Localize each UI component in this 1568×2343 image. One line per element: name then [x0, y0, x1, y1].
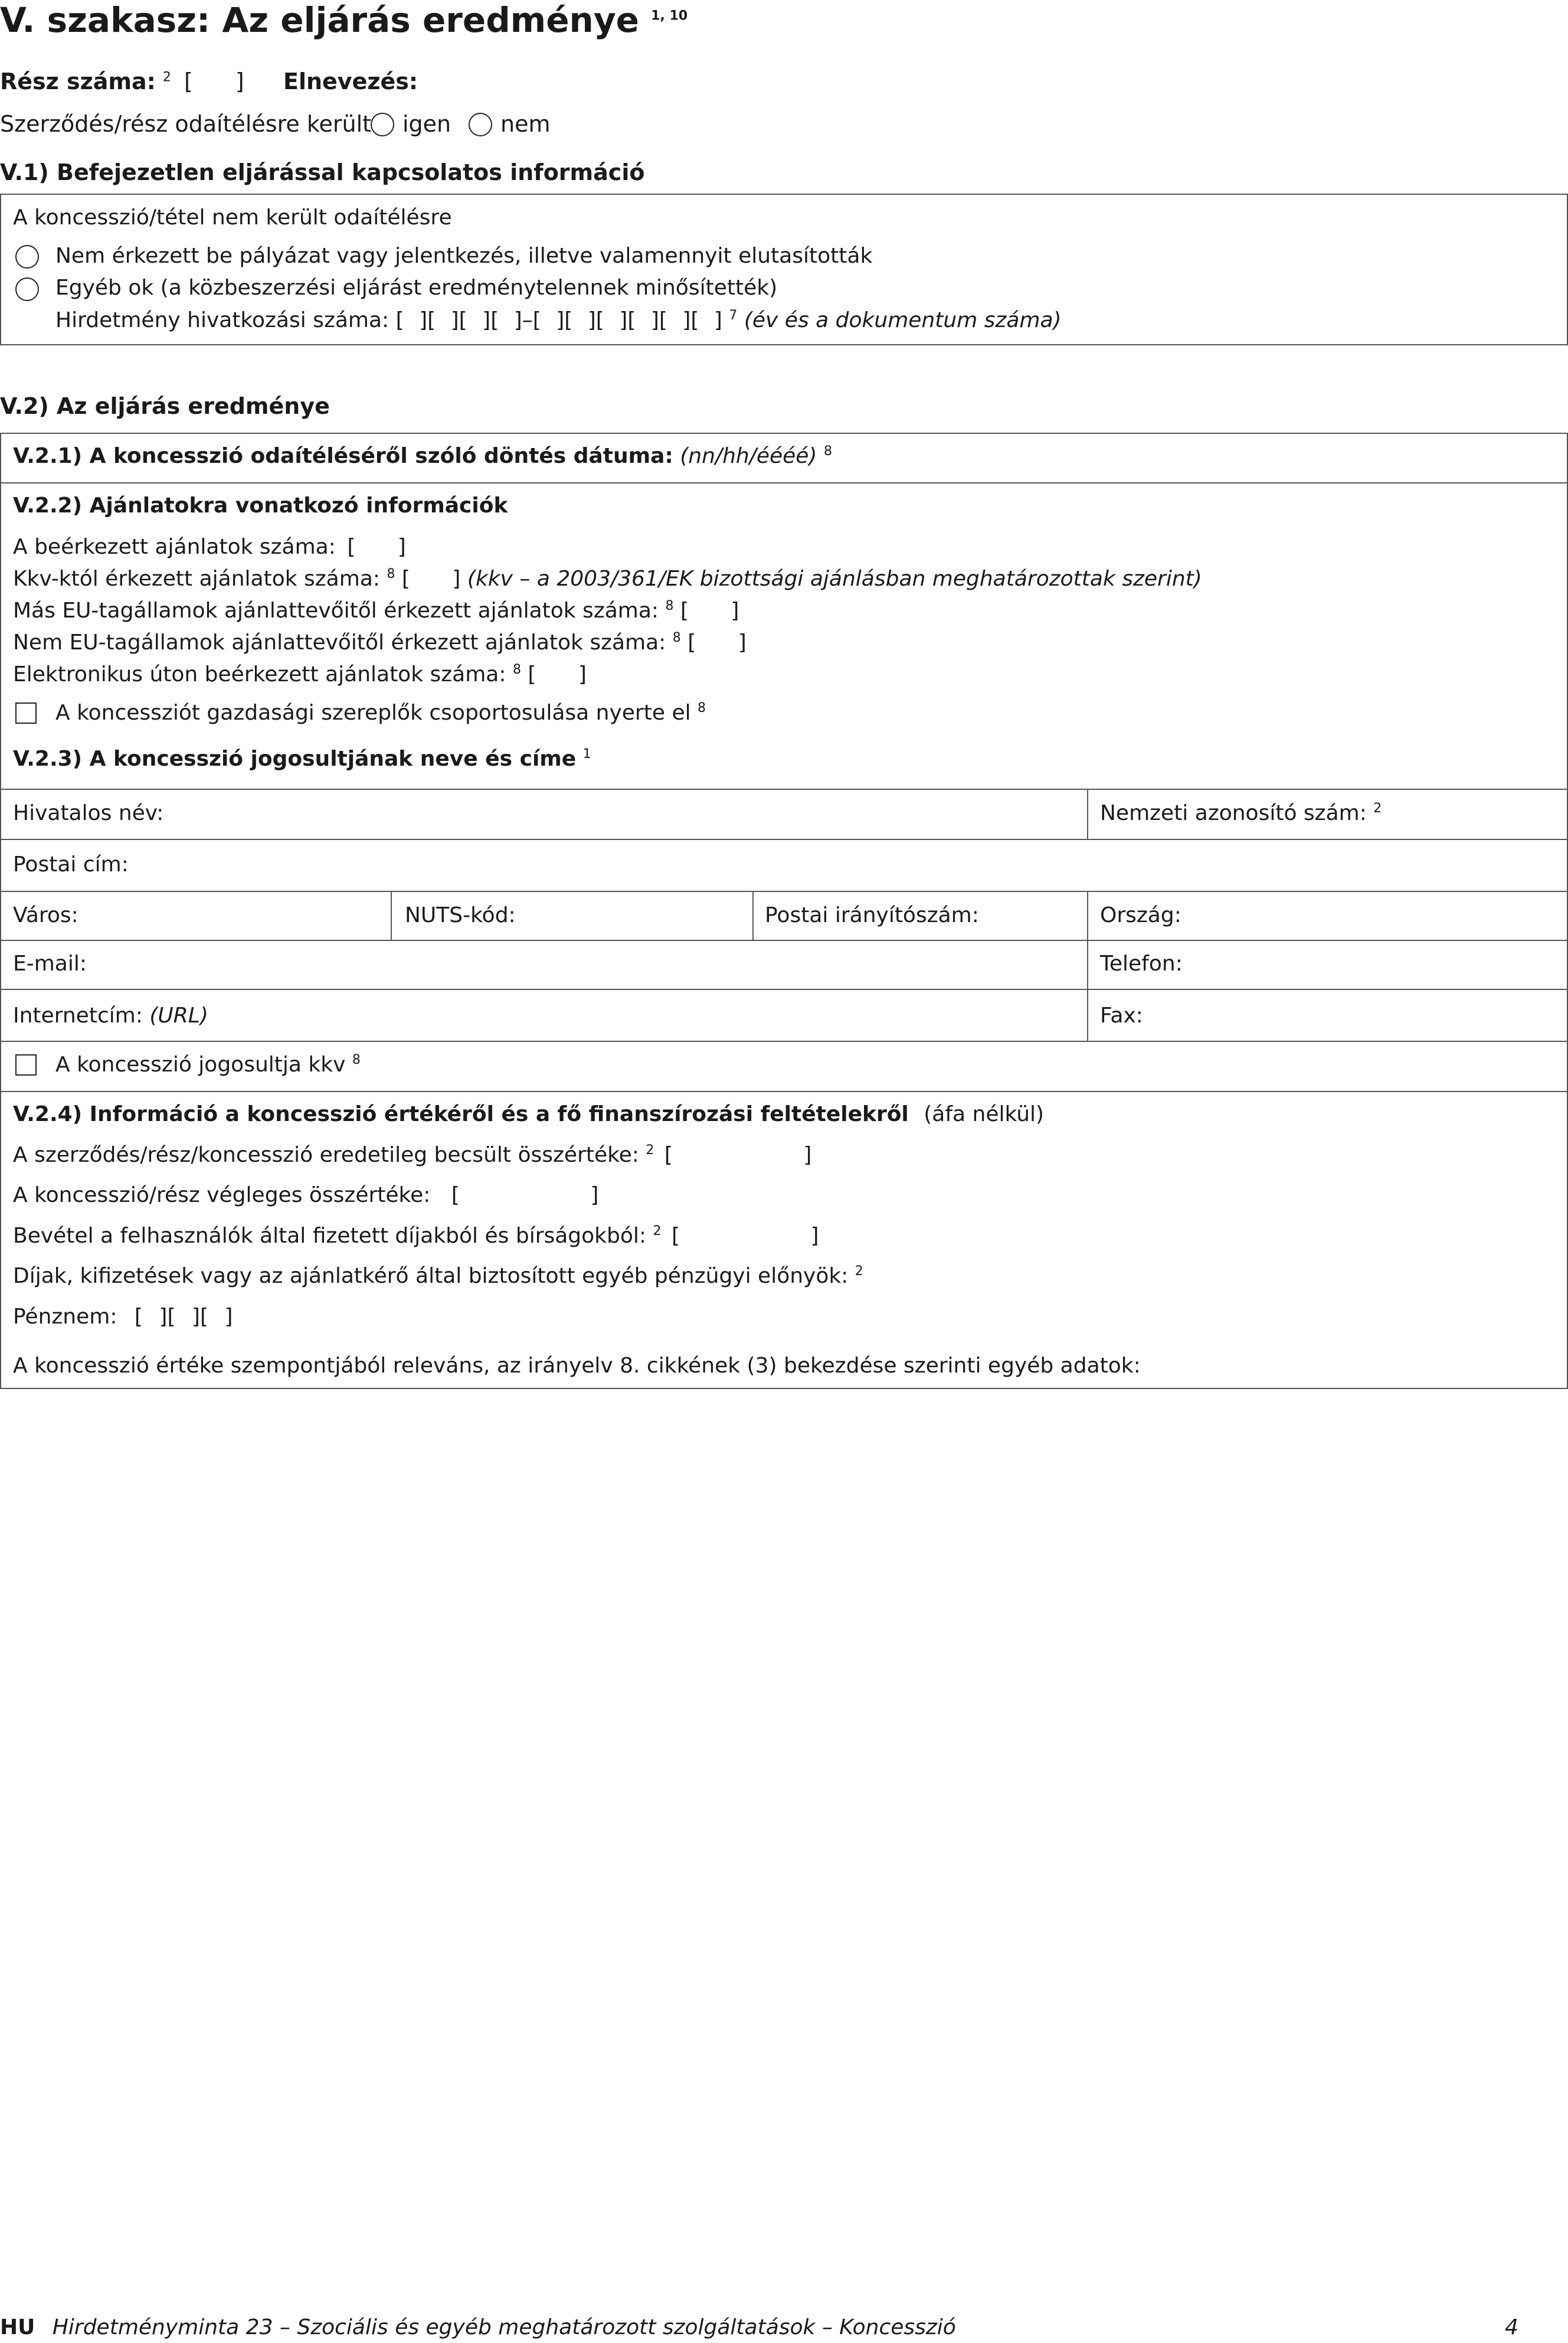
v22-line4-sup: 8 — [672, 630, 681, 645]
v21-sup: 8 — [823, 444, 832, 459]
v1-ref-row — [55, 308, 1062, 332]
internet-field[interactable] — [13, 1004, 208, 1028]
v24-line2-label: A koncesszió/rész végleges összértéke: — [13, 1183, 431, 1207]
v24-line2-field[interactable]: [ ] — [451, 1183, 599, 1207]
v24-line1-field[interactable]: [ ] — [664, 1143, 812, 1167]
v23-vline-2 — [391, 891, 392, 940]
v22-line5-sup: 8 — [512, 662, 521, 677]
v22-check-row — [55, 701, 706, 725]
country-field[interactable]: Ország: — [1100, 903, 1181, 927]
v22-line2 — [13, 567, 1202, 591]
v21-hint: (nn/hh/éééé) — [680, 444, 817, 468]
v23-line-top — [0, 789, 1568, 790]
v24-line3 — [13, 1224, 819, 1248]
v24-currency-label: Pénznem: — [13, 1305, 117, 1329]
v23-vline-4 — [1087, 891, 1088, 1041]
part-number-sup: 2 — [162, 70, 171, 85]
v1-opt1-radio[interactable] — [15, 245, 39, 269]
v22-line3-label: Más EU-tagállamok ajánlattevőitől érkezett ajánlatok száma: — [13, 599, 659, 623]
v22-line2-sup: 8 — [387, 567, 395, 581]
v24-other: A koncesszió értéke szempontjából releváns, az irányelv 8. cikkének (3) bekezdése szerinti egyéb adatok: — [13, 1354, 1141, 1378]
v2-title: V.2) Az eljárás eredménye — [0, 393, 330, 419]
nuts-field[interactable]: NUTS-kód: — [405, 903, 516, 927]
city-field[interactable]: Város: — [13, 903, 78, 927]
v23-vline-3 — [752, 891, 754, 940]
part-number-row — [0, 68, 249, 94]
v21-row — [13, 444, 832, 468]
section-title-sup: 1, 10 — [651, 8, 688, 24]
section-title-text: V. szakasz: Az eljárás eredménye — [0, 0, 639, 40]
v1-intro: A koncesszió/tétel nem került odaítélésre — [13, 205, 452, 230]
v24-line4 — [13, 1264, 863, 1288]
v23-line-2 — [0, 839, 1568, 840]
v23-title-row — [13, 747, 591, 771]
v24-line2 — [13, 1183, 598, 1207]
v24-title: V.2.4) Információ a koncesszió értékéről és a fő finanszírozási feltételekről — [13, 1102, 909, 1126]
v22-check-sup: 8 — [698, 701, 706, 715]
footer-page-number: 4 — [1505, 2315, 1518, 2339]
v22-line3-field[interactable]: [ ] — [680, 599, 739, 623]
v1-opt1-label: Nem érkezett be pályázat vagy jelentkezés, illetve valamennyit elutasították — [55, 244, 873, 268]
v1-ref-hint: (év és a dokumentum száma) — [744, 308, 1062, 332]
v1-ref-field[interactable]: [ ][ ][ ][ ]–[ ][ ][ ][ ][ ][ ] — [395, 308, 722, 332]
part-number-field[interactable]: [ ] — [184, 68, 244, 94]
v23-vline-1 — [1087, 789, 1088, 839]
part-name-label: Elnevezés: — [283, 68, 418, 94]
v21-divider — [0, 482, 1568, 483]
v23-line-3 — [0, 891, 1568, 892]
national-id-label: Nemzeti azonosító szám: — [1100, 801, 1367, 825]
v22-line3-sup: 8 — [665, 599, 674, 613]
v24-currency — [13, 1305, 233, 1329]
v22-line4 — [13, 630, 747, 655]
v23-line-6 — [0, 1041, 1568, 1042]
phone-field[interactable]: Telefon: — [1100, 952, 1183, 976]
v24-currency-field[interactable]: [ ][ ][ ] — [134, 1305, 233, 1329]
v22-check-label: A koncessziót gazdasági szereplők csoportosulása nyerte el — [55, 701, 691, 725]
v21-title: V.2.1) A koncesszió odaítéléséről szóló döntés dátuma: — [13, 444, 673, 468]
v24-title-note: (áfa nélkül) — [924, 1102, 1045, 1126]
internet-label: Internetcím: — [13, 1004, 143, 1028]
v24-line1 — [13, 1143, 811, 1167]
section-title — [0, 0, 688, 40]
v22-line1 — [13, 535, 406, 559]
v24-line4-sup: 2 — [855, 1264, 863, 1279]
v24-line3-field[interactable]: [ ] — [671, 1224, 819, 1248]
footer — [0, 2315, 956, 2339]
v24-line3-sup: 2 — [653, 1224, 662, 1239]
sme-sup: 8 — [352, 1053, 361, 1067]
sme-checkbox[interactable] — [15, 1054, 37, 1076]
v22-line2-hint: (kkv – a 2003/361/EK bizottsági ajánlásban meghatározottak szerint) — [467, 567, 1202, 591]
sme-label: A koncesszió jogosultja kkv — [55, 1053, 346, 1077]
v24-line3-label: Bevétel a felhasználók által fizetett díjakból és bírságokból: — [13, 1224, 647, 1248]
v1-opt2-radio[interactable] — [15, 277, 39, 301]
national-id-sup: 2 — [1373, 801, 1382, 816]
v23-line-7 — [0, 1091, 1568, 1092]
sme-row — [55, 1053, 361, 1077]
v22-line2-label: Kkv-któl érkezett ajánlatok száma: — [13, 567, 381, 591]
v22-line5-field[interactable]: [ ] — [528, 662, 587, 687]
footer-lang: HU — [0, 2315, 35, 2339]
v1-ref-label: Hirdetmény hivatkozási száma: — [55, 308, 389, 332]
awarded-no-radio[interactable] — [469, 113, 492, 136]
awarded-label: Szerződés/rész odaítélésre került — [0, 111, 372, 137]
v22-line3 — [13, 599, 739, 623]
v22-line4-field[interactable]: [ ] — [688, 630, 747, 655]
fax-field[interactable]: Fax: — [1100, 1004, 1143, 1028]
footer-title: Hirdetményminta 23 – Szociális és egyéb meghatározott szolgáltatások – Koncesszió — [52, 2315, 956, 2339]
part-number-label: Rész száma: — [0, 68, 156, 94]
awarded-no-label: nem — [500, 111, 551, 137]
v1-title: V.1) Befejezetlen eljárással kapcsolatos információ — [0, 159, 645, 185]
v23-sup: 1 — [582, 747, 591, 762]
awarded-yes-radio[interactable] — [371, 113, 394, 136]
v1-ref-sup: 7 — [729, 308, 738, 323]
email-field[interactable]: E-mail: — [13, 952, 87, 976]
v22-line5 — [13, 662, 587, 687]
v1-opt2-label: Egyéb ok (a közbeszerzési eljárást eredménytelennek minősítették) — [55, 276, 778, 300]
v22-line1-label: A beérkezett ajánlatok száma: — [13, 535, 336, 559]
v23-title: V.2.3) A koncesszió jogosultjának neve és címe — [13, 747, 577, 771]
v23-line-5 — [0, 989, 1568, 990]
v22-title: V.2.2) Ajánlatokra vonatkozó információk — [13, 494, 508, 518]
postal-address-field[interactable]: Postai cím: — [13, 852, 129, 877]
national-id-field[interactable] — [1100, 801, 1382, 825]
internet-hint: (URL) — [149, 1004, 208, 1028]
awarded-yes-label: igen — [402, 111, 451, 137]
v22-line5-label: Elektronikus úton beérkezett ajánlatok száma: — [13, 662, 506, 687]
v22-line2-field[interactable]: [ ] — [401, 567, 461, 591]
v22-group-checkbox[interactable] — [15, 702, 37, 724]
official-name-field[interactable]: Hivatalos név: — [13, 801, 164, 825]
v23-line-4 — [0, 940, 1568, 941]
v24-title-row — [13, 1102, 1044, 1126]
v22-line1-field[interactable]: [ ] — [347, 535, 406, 559]
v24-line1-sup: 2 — [646, 1143, 654, 1158]
postcode-field[interactable]: Postai irányítószám: — [765, 903, 979, 927]
v22-line4-label: Nem EU-tagállamok ajánlattevőitől érkezett ajánlatok száma: — [13, 630, 666, 655]
v24-line4-label: Díjak, kifizetések vagy az ajánlatkérő által biztosított egyéb pénzügyi előnyök: — [13, 1264, 849, 1288]
v24-line1-label: A szerződés/rész/koncesszió eredetileg becsült összértéke: — [13, 1143, 639, 1167]
